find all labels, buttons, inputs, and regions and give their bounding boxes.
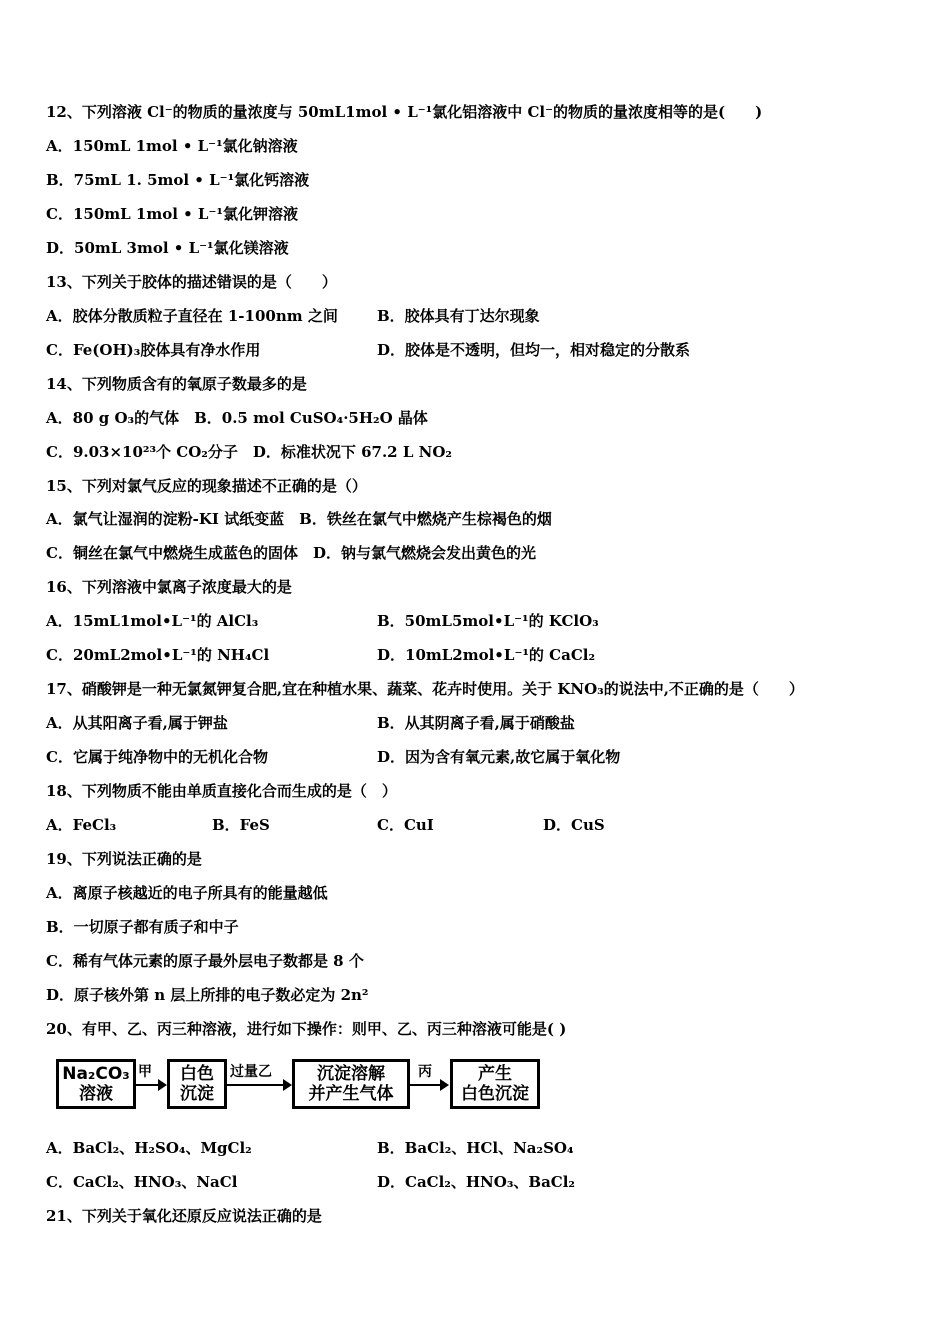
question-13-option-a: A．胶体分散质粒子直径在 1-100nm 之间 bbox=[46, 307, 338, 325]
question-14-stem: 14、下列物质含有的氧原子数最多的是 bbox=[46, 375, 307, 393]
question-19-stem: 19、下列说法正确的是 bbox=[46, 850, 202, 868]
flow-box-sodium-carbonate: Na₂CO₃ 溶液 bbox=[56, 1059, 136, 1109]
question-20-option-c: C．CaCl₂、HNO₃、NaCl bbox=[46, 1173, 238, 1191]
question-12-option-a: A．150mL 1mol • L⁻¹氯化钠溶液 bbox=[46, 137, 298, 155]
flow-arrowhead-3 bbox=[440, 1079, 449, 1091]
question-20-option-b: B．BaCl₂、HCl、Na₂SO₄ bbox=[377, 1139, 574, 1157]
reaction-flow-diagram bbox=[50, 1055, 550, 1115]
question-19-option-c: C．稀有气体元素的原子最外层电子数都是 8 个 bbox=[46, 952, 364, 970]
question-16-option-c: C．20mL2mol•L⁻¹的 NH₄Cl bbox=[46, 646, 270, 664]
question-17-stem: 17、硝酸钾是一种无氯氮钾复合肥,宜在种植水果、蔬菜、花卉时使用。关于 KNO₃的说法中,不正确的是（ ） bbox=[46, 680, 804, 698]
question-13-option-c: C．Fe(OH)₃胶体具有净水作用 bbox=[46, 341, 261, 359]
flow-arrowhead-2 bbox=[283, 1079, 292, 1091]
question-17-option-c: C．它属于纯净物中的无机化合物 bbox=[46, 748, 268, 766]
question-18-option-a: A．FeCl₃ bbox=[46, 816, 117, 834]
question-16-option-d: D．10mL2mol•L⁻¹的 CaCl₂ bbox=[377, 646, 596, 664]
question-16-stem: 16、下列溶液中氯离子浓度最大的是 bbox=[46, 578, 292, 596]
flow-arrow-label-jia: 甲 bbox=[138, 1064, 152, 1080]
question-12-option-c: C．150mL 1mol • L⁻¹氯化钾溶液 bbox=[46, 205, 298, 223]
flow-arrow-label-bing: 丙 bbox=[418, 1064, 432, 1080]
question-20-option-a: A．BaCl₂、H₂SO₄、MgCl₂ bbox=[46, 1139, 252, 1157]
question-12-option-d: D．50mL 3mol • L⁻¹氯化镁溶液 bbox=[46, 239, 289, 257]
flow-box-white-precipitate-2: 产生 白色沉淀 bbox=[450, 1059, 540, 1109]
flow-arrowhead-1 bbox=[158, 1079, 167, 1091]
question-21-stem: 21、下列关于氧化还原反应说法正确的是 bbox=[46, 1207, 322, 1225]
question-15-options-cd: C．铜丝在氯气中燃烧生成蓝色的固体 D．钠与氯气燃烧会发出黄色的光 bbox=[46, 544, 536, 562]
question-16-option-b: B．50mL5mol•L⁻¹的 KClO₃ bbox=[377, 612, 599, 630]
question-13-option-b: B．胶体具有丁达尔现象 bbox=[377, 307, 540, 325]
question-15-options-ab: A．氯气让湿润的淀粉-KI 试纸变蓝 B．铁丝在氯气中燃烧产生棕褐色的烟 bbox=[46, 510, 552, 528]
question-18-option-d: D．CuS bbox=[543, 816, 605, 834]
flow-box-dissolve-gas: 沉淀溶解 并产生气体 bbox=[292, 1059, 410, 1109]
flow-arrow-2 bbox=[227, 1084, 287, 1086]
question-20-stem: 20、有甲、乙、丙三种溶液，进行如下操作：则甲、乙、丙三种溶液可能是( ) bbox=[46, 1020, 567, 1038]
question-16-option-a: A．15mL1mol•L⁻¹的 AlCl₃ bbox=[46, 612, 259, 630]
question-13-stem: 13、下列关于胶体的描述错误的是（ ） bbox=[46, 273, 337, 291]
question-18-option-b: B．FeS bbox=[212, 816, 270, 834]
question-14-options-ab: A．80 g O₃的气体 B．0.5 mol CuSO₄·5H₂O 晶体 bbox=[46, 409, 428, 427]
question-19-option-a: A．离原子核越近的电子所具有的能量越低 bbox=[46, 884, 328, 902]
question-13-option-d: D．胶体是不透明，但均一，相对稳定的分散系 bbox=[377, 341, 691, 359]
question-18-stem: 18、下列物质不能由单质直接化合而生成的是（ ） bbox=[46, 782, 397, 800]
flow-arrow-label-excess-yi: 过量乙 bbox=[230, 1064, 272, 1080]
flow-arrow-3 bbox=[410, 1084, 442, 1086]
question-17-option-d: D．因为含有氧元素,故它属于氧化物 bbox=[377, 748, 621, 766]
question-14-options-cd: C．9.03×10²³个 CO₂分子 D．标准状况下 67.2 L NO₂ bbox=[46, 443, 452, 461]
question-20-option-d: D．CaCl₂、HNO₃、BaCl₂ bbox=[377, 1173, 575, 1191]
flow-box-white-precipitate: 白色 沉淀 bbox=[167, 1059, 227, 1109]
question-12-option-b: B．75mL 1. 5mol • L⁻¹氯化钙溶液 bbox=[46, 171, 310, 189]
question-17-option-b: B．从其阴离子看,属于硝酸盐 bbox=[377, 714, 575, 732]
question-19-option-b: B．一切原子都有质子和中子 bbox=[46, 918, 239, 936]
question-15-stem: 15、下列对氯气反应的现象描述不正确的是（） bbox=[46, 477, 367, 495]
question-19-option-d: D．原子核外第 n 层上所排的电子数必定为 2n² bbox=[46, 986, 369, 1004]
question-17-option-a: A．从其阳离子看,属于钾盐 bbox=[46, 714, 228, 732]
question-12-stem: 12、下列溶液 Cl⁻的物质的量浓度与 50mL1mol • L⁻¹氯化铝溶液中 Cl⁻的物质的量浓度相等的是( ) bbox=[46, 103, 763, 121]
question-18-option-c: C．CuI bbox=[377, 816, 434, 834]
